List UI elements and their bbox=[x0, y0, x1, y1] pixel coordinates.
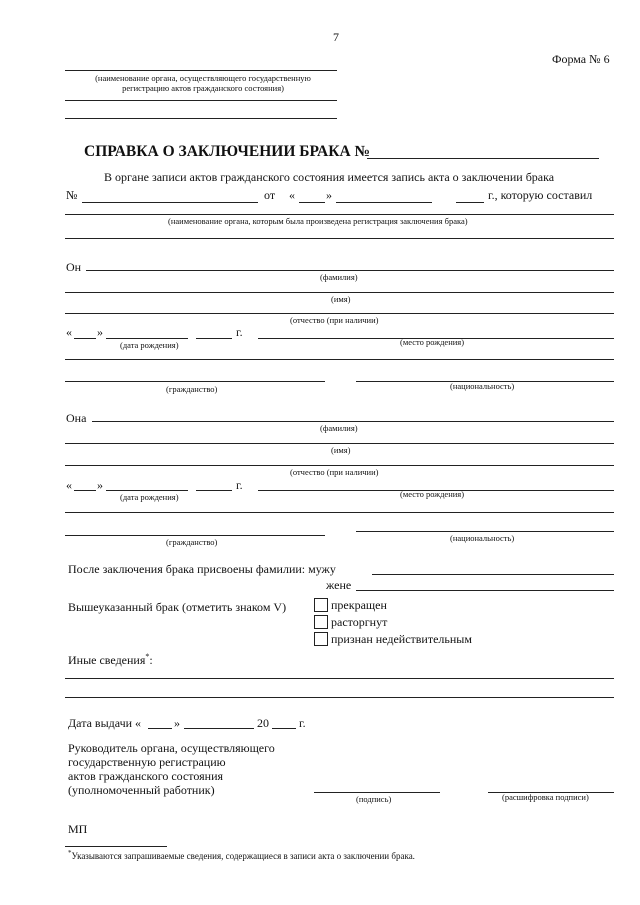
invalid-option: признан недействительным bbox=[331, 632, 472, 646]
she-birth-day-field[interactable] bbox=[74, 490, 96, 491]
signatory-line-4: (уполномоченный работник) bbox=[68, 783, 215, 797]
authority-caption: (наименование органа, осуществляющего государственную регистрацию актов гражданского состояния) bbox=[95, 73, 311, 93]
authority-line[interactable] bbox=[65, 70, 337, 71]
he-birth-date-caption: (дата рождения) bbox=[120, 340, 179, 350]
quote-open: « bbox=[289, 188, 295, 202]
she-surname-caption: (фамилия) bbox=[320, 423, 358, 433]
he-birth-day-field[interactable] bbox=[74, 338, 96, 339]
he-birth-place-caption: (место рождения) bbox=[400, 337, 465, 347]
dissolved-option: расторгнут bbox=[331, 615, 388, 629]
she-year-g: г. bbox=[236, 478, 243, 492]
she-name-field[interactable] bbox=[65, 443, 614, 444]
surnames-label: После заключения брака присвоены фамилии: мужу bbox=[68, 562, 336, 576]
record-year-field[interactable] bbox=[456, 202, 484, 203]
she-day-close: » bbox=[97, 478, 103, 492]
she-surname-field[interactable] bbox=[92, 421, 614, 422]
certificate-number-field[interactable] bbox=[367, 158, 599, 159]
other-info-field-1[interactable] bbox=[65, 678, 614, 679]
terminated-checkbox[interactable] bbox=[314, 598, 328, 612]
he-name-field[interactable] bbox=[65, 292, 614, 293]
issue-quote-close: » bbox=[174, 716, 180, 730]
he-name-caption: (имя) bbox=[331, 294, 351, 304]
authority-line-2[interactable] bbox=[65, 100, 337, 101]
she-day-open: « bbox=[66, 478, 72, 492]
he-birth-year-field[interactable] bbox=[196, 338, 232, 339]
she-patronymic-caption: (отчество (при наличии) bbox=[290, 467, 379, 477]
record-month-field[interactable] bbox=[336, 202, 432, 203]
footnote-divider bbox=[65, 846, 167, 847]
other-info-footnote-mark: * bbox=[145, 652, 150, 661]
wife-surname-field[interactable] bbox=[356, 590, 614, 591]
page-title: СПРАВКА О ЗАКЛЮЧЕНИИ БРАКА № bbox=[84, 143, 371, 160]
invalid-checkbox[interactable] bbox=[314, 632, 328, 646]
he-year-g: г. bbox=[236, 325, 243, 339]
from-label: от bbox=[264, 188, 276, 202]
he-day-open: « bbox=[66, 325, 72, 339]
he-surname-caption: (фамилия) bbox=[320, 272, 358, 282]
he-surname-field[interactable] bbox=[86, 270, 614, 271]
he-patronymic-caption: (отчество (при наличии) bbox=[290, 315, 379, 325]
year-tail: г., которую составил bbox=[488, 188, 593, 202]
terminated-option: прекращен bbox=[331, 598, 387, 612]
issue-month-field[interactable] bbox=[184, 728, 254, 729]
other-info-field-2[interactable] bbox=[65, 697, 614, 698]
she-label: Она bbox=[66, 411, 87, 425]
signatory-line-3: актов гражданского состояния bbox=[68, 769, 224, 783]
signature-caption: (подпись) bbox=[356, 794, 392, 804]
she-birth-place-caption: (место рождения) bbox=[400, 489, 465, 499]
signatory-line-2: государственную регистрацию bbox=[68, 755, 226, 769]
footnote bbox=[68, 849, 415, 861]
signatory-line-1: Руководитель органа, осуществляющего bbox=[68, 741, 275, 755]
he-birth-month-field[interactable] bbox=[106, 338, 188, 339]
dissolved-checkbox[interactable] bbox=[314, 615, 328, 629]
form-number: Форма № 6 bbox=[552, 52, 610, 66]
she-citizenship-field[interactable] bbox=[65, 535, 325, 536]
issue-date-label: Дата выдачи « bbox=[68, 716, 142, 730]
stamp-label: МП bbox=[68, 822, 88, 836]
he-nationality-caption: (национальность) bbox=[450, 381, 515, 391]
he-patronymic-field[interactable] bbox=[65, 313, 614, 314]
footnote-text: Указываются запрашиваемые сведения, содержащиеся в записи акта о заключении брака. bbox=[71, 851, 415, 861]
other-info-text: Иные сведения bbox=[68, 653, 146, 667]
she-birth-place-field-2[interactable] bbox=[65, 512, 614, 513]
other-info-colon: : bbox=[149, 653, 153, 667]
registrar-caption: (наименование органа, которым была произведена регистрация заключения брака) bbox=[168, 216, 468, 226]
issue-century: 20 bbox=[257, 716, 269, 730]
signature-field[interactable] bbox=[314, 792, 440, 793]
record-day-field[interactable] bbox=[299, 202, 325, 203]
he-citizenship-field[interactable] bbox=[65, 381, 325, 382]
registrar-field-2[interactable] bbox=[65, 238, 614, 239]
he-birth-place-field-2[interactable] bbox=[65, 359, 614, 360]
record-number-field[interactable] bbox=[82, 202, 258, 203]
she-birth-month-field[interactable] bbox=[106, 490, 188, 491]
marriage-status-label: Вышеуказанный брак (отметить знаком V) bbox=[68, 600, 287, 614]
she-citizenship-caption: (гражданство) bbox=[166, 537, 218, 547]
he-label: Он bbox=[66, 260, 82, 274]
she-name-caption: (имя) bbox=[331, 445, 351, 455]
authority-line-3[interactable] bbox=[65, 118, 337, 119]
she-birth-year-field[interactable] bbox=[196, 490, 232, 491]
issue-year-g: г. bbox=[299, 716, 306, 730]
he-citizenship-caption: (гражданство) bbox=[166, 384, 218, 394]
page-number: 7 bbox=[333, 30, 339, 44]
issue-day-field[interactable] bbox=[148, 728, 172, 729]
quote-close: » bbox=[326, 188, 332, 202]
husband-surname-field[interactable] bbox=[372, 574, 614, 575]
footnote-mark: * bbox=[68, 849, 72, 857]
record-number-sign: № bbox=[66, 188, 78, 202]
she-nationality-caption: (национальность) bbox=[450, 533, 515, 543]
wife-label: жене bbox=[326, 578, 352, 592]
she-birth-date-caption: (дата рождения) bbox=[120, 492, 179, 502]
registrar-field[interactable] bbox=[65, 214, 614, 215]
intro-line-1: В органе записи актов гражданского состояния имеется запись акта о заключении брака bbox=[104, 170, 555, 184]
he-day-close: » bbox=[97, 325, 103, 339]
other-info-label bbox=[68, 652, 153, 668]
issue-year-field[interactable] bbox=[272, 728, 296, 729]
she-patronymic-field[interactable] bbox=[65, 465, 614, 466]
she-nationality-field[interactable] bbox=[356, 531, 614, 532]
signature-decoding-caption: (расшифровка подписи) bbox=[502, 792, 589, 802]
